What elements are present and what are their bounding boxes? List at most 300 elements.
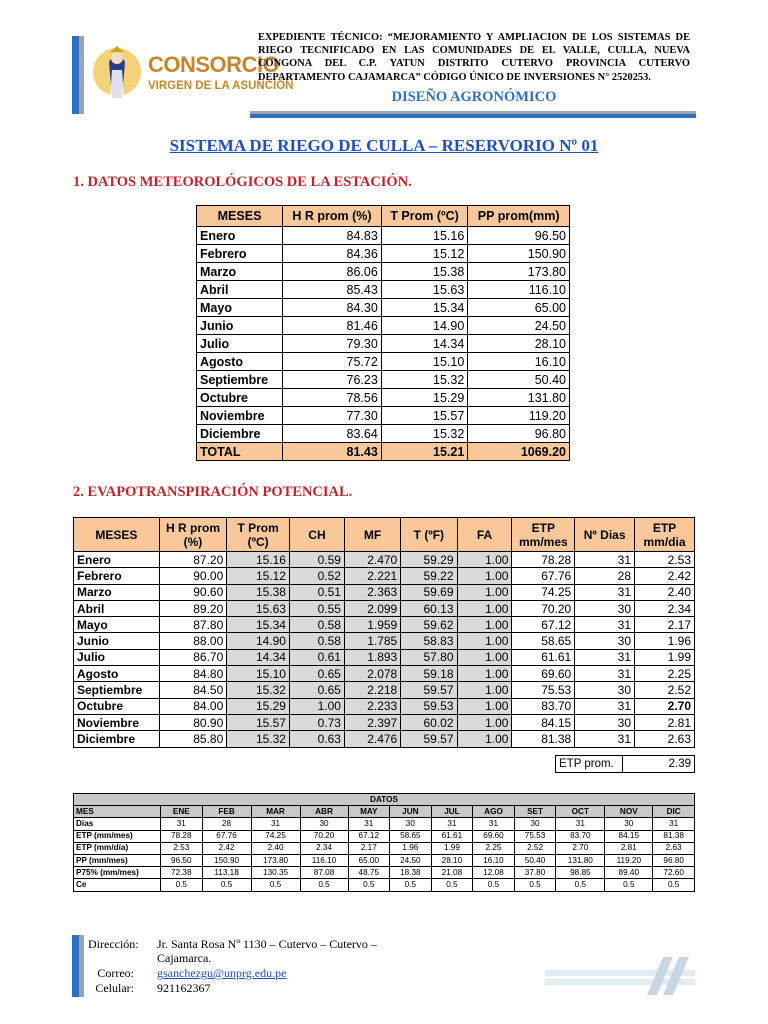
t3-header: OCT <box>556 806 605 818</box>
table-cell: 1.99 <box>635 649 695 665</box>
table-cell: 30 <box>575 633 635 649</box>
table-row <box>74 830 695 842</box>
table-cell: 28.10 <box>431 854 473 866</box>
table-cell: 2.53 <box>161 842 203 854</box>
table-cell: 31 <box>575 649 635 665</box>
table-cell: 84.00 <box>159 698 227 714</box>
expediente-text: EXPEDIENTE TÉCNICO: “MEJORAMIENTO Y AMPLIACION DE LOS SISTEMAS DE RIEGO TECNIFICADO EN LAS COMUNIDADES DE EL VALLE, CULLA, NUEVA CONGONA DEL C.P. YATUN DISTRITO CUTERVO PROVINCIA CUTERVO DEPARTAMENTO CAJAMARCA” CÓDIGO ÚNICO DE INVERSIONES N° 2520253. <box>258 32 690 83</box>
etp-average-box <box>555 755 695 773</box>
table-cell: 72.38 <box>161 867 203 879</box>
table-cell: 89.40 <box>605 867 653 879</box>
table-cell: 86.70 <box>159 649 227 665</box>
meteorological-table <box>196 205 570 461</box>
table-cell: 0.52 <box>289 568 344 584</box>
table-cell: 50.40 <box>468 371 570 389</box>
t2-header: ETP mm/mes <box>512 518 575 552</box>
table-cell: 75.72 <box>283 353 382 371</box>
table-cell: 0.5 <box>390 879 432 891</box>
t3-header: MAR <box>251 806 300 818</box>
table-cell: 0.58 <box>289 617 344 633</box>
table-cell: Septiembre <box>197 371 283 389</box>
table-row <box>197 389 570 407</box>
table-cell: 14.34 <box>227 649 290 665</box>
t3-header: DIC <box>653 806 695 818</box>
table-row <box>74 682 695 698</box>
table-cell: 0.5 <box>251 879 300 891</box>
table-cell: 2.34 <box>300 842 348 854</box>
table-cell: 15.34 <box>381 299 467 317</box>
table-cell: 85.80 <box>159 731 227 747</box>
table-cell: 1.00 <box>457 682 512 698</box>
table-cell: 15.16 <box>227 552 290 568</box>
table-cell: 2.476 <box>344 731 400 747</box>
table-cell: 2.81 <box>635 714 695 730</box>
table-cell: 74.25 <box>512 584 575 600</box>
table-cell: 1.00 <box>457 714 512 730</box>
t1-header: T Prom (ºC) <box>381 206 467 227</box>
table-cell: 59.53 <box>401 698 457 714</box>
table-cell: 15.29 <box>227 698 290 714</box>
table-cell: 15.32 <box>381 371 467 389</box>
table-cell: 28 <box>202 818 251 830</box>
table-cell: 84.15 <box>605 830 653 842</box>
table-cell: 1.00 <box>457 617 512 633</box>
phone-value: 921162367 <box>157 981 211 995</box>
table-cell: 31 <box>575 731 635 747</box>
table-cell: 0.5 <box>605 879 653 891</box>
table-row <box>74 666 695 682</box>
table-cell: 0.5 <box>161 879 203 891</box>
table-cell: 70.20 <box>512 600 575 616</box>
table-cell: 1.00 <box>457 552 512 568</box>
table-cell: 113.18 <box>202 867 251 879</box>
t2-header: H R prom (%) <box>159 518 227 552</box>
table-cell: 15.63 <box>381 281 467 299</box>
table-cell: P75% (mm/mes) <box>74 867 161 879</box>
section-heading-2: 2. EVAPOTRANSPIRACIÓN POTENCIAL. <box>73 484 353 500</box>
table-row <box>74 714 695 730</box>
table-cell: 15.21 <box>381 443 467 461</box>
table-cell: 2.63 <box>635 731 695 747</box>
table-cell: 119.20 <box>468 407 570 425</box>
table-cell: 173.80 <box>468 263 570 281</box>
table-cell: 0.5 <box>431 879 473 891</box>
table-cell: 15.38 <box>227 584 290 600</box>
table-cell: 31 <box>473 818 515 830</box>
table-cell: 24.50 <box>468 317 570 335</box>
table-row <box>74 633 695 649</box>
table-cell: 48.75 <box>348 867 390 879</box>
table-cell: 0.5 <box>348 879 390 891</box>
table-cell: 2.81 <box>605 842 653 854</box>
table-cell: 69.60 <box>473 830 515 842</box>
table-cell: 81.43 <box>283 443 382 461</box>
t3-caption: DATOS <box>74 794 695 806</box>
table-cell: 85.43 <box>283 281 382 299</box>
table-cell: 12.08 <box>473 867 515 879</box>
table-cell: Mayo <box>74 617 160 633</box>
table-cell: Febrero <box>74 568 160 584</box>
table-cell: 0.55 <box>289 600 344 616</box>
table-cell: 14.34 <box>381 335 467 353</box>
table-cell: 50.40 <box>514 854 556 866</box>
table-cell: Junio <box>74 633 160 649</box>
table-row <box>197 353 570 371</box>
table-cell: 58.65 <box>512 633 575 649</box>
page-title: SISTEMA DE RIEGO DE CULLA – RESERVORIO Nº 01 <box>169 136 599 155</box>
table-cell: 69.60 <box>512 666 575 682</box>
table-cell: 77.30 <box>283 407 382 425</box>
t3-header: SET <box>514 806 556 818</box>
table-cell: Julio <box>197 335 283 353</box>
table-cell: 30 <box>390 818 432 830</box>
table-cell: Enero <box>197 227 283 245</box>
table-cell: 30 <box>575 682 635 698</box>
table-cell: 131.80 <box>468 389 570 407</box>
table-cell: 31 <box>575 617 635 633</box>
table-cell: 67.76 <box>512 568 575 584</box>
t1-header: PP prom(mm) <box>468 206 570 227</box>
table-cell: 31 <box>575 552 635 568</box>
t1-header: H R prom (%) <box>283 206 382 227</box>
email-link[interactable]: gsanchezgu@unprg.edu.pe <box>157 966 287 980</box>
table-cell: 0.5 <box>473 879 515 891</box>
table-cell: 65.00 <box>468 299 570 317</box>
table-cell: 30 <box>300 818 348 830</box>
table-cell: 130.35 <box>251 867 300 879</box>
table-cell: Septiembre <box>74 682 160 698</box>
table-cell: 81.38 <box>512 731 575 747</box>
footer-stripes-decoration <box>545 957 695 995</box>
table-cell: Octubre <box>197 389 283 407</box>
table-cell: 87.80 <box>159 617 227 633</box>
table-cell: 31 <box>556 818 605 830</box>
header-accent-bar-gray <box>79 36 84 114</box>
table-cell: 74.25 <box>251 830 300 842</box>
table-cell: 116.10 <box>468 281 570 299</box>
table-cell: Diciembre <box>74 731 160 747</box>
table-cell: 15.10 <box>381 353 467 371</box>
table-cell: 1.00 <box>289 698 344 714</box>
table-cell: 2.40 <box>635 584 695 600</box>
t2-header: T (ºF) <box>401 518 457 552</box>
table-row <box>74 867 695 879</box>
table-row <box>197 281 570 299</box>
table-cell: Agosto <box>197 353 283 371</box>
t2-header: MESES <box>74 518 160 552</box>
table-cell: 131.80 <box>556 854 605 866</box>
table-cell: 1069.20 <box>468 443 570 461</box>
table-cell: 116.10 <box>300 854 348 866</box>
table-cell: 59.57 <box>401 731 457 747</box>
t3-header: MAY <box>348 806 390 818</box>
table-cell: 15.10 <box>227 666 290 682</box>
table-cell: 0.59 <box>289 552 344 568</box>
table-cell: 1.00 <box>457 633 512 649</box>
table-row <box>197 425 570 443</box>
table-cell: 78.28 <box>512 552 575 568</box>
table-cell: 1.893 <box>344 649 400 665</box>
table-cell: Marzo <box>197 263 283 281</box>
table-cell: 31 <box>575 584 635 600</box>
table-cell: Agosto <box>74 666 160 682</box>
table-cell: 61.61 <box>431 830 473 842</box>
table-cell: 83.70 <box>556 830 605 842</box>
table-cell: 87.08 <box>300 867 348 879</box>
table-cell: 2.25 <box>635 666 695 682</box>
table-row <box>197 371 570 389</box>
table-cell: 15.57 <box>381 407 467 425</box>
table-cell: 87.20 <box>159 552 227 568</box>
table-cell: 15.38 <box>381 263 467 281</box>
table-cell: 2.52 <box>635 682 695 698</box>
table-cell: 0.58 <box>289 633 344 649</box>
table-cell: 75.53 <box>514 830 556 842</box>
table-cell: 30 <box>514 818 556 830</box>
table-cell: 15.29 <box>381 389 467 407</box>
table-cell: Abril <box>74 600 160 616</box>
table-cell: 2.397 <box>344 714 400 730</box>
table-cell: 81.46 <box>283 317 382 335</box>
table-cell: 2.53 <box>635 552 695 568</box>
table-cell: Abril <box>197 281 283 299</box>
table-cell: 31 <box>575 666 635 682</box>
t2-header: Nº Dias <box>575 518 635 552</box>
table-row <box>74 600 695 616</box>
table-cell: 1.959 <box>344 617 400 633</box>
table-cell: 79.30 <box>283 335 382 353</box>
virgin-emblem-icon <box>92 42 142 106</box>
table-cell: 1.00 <box>457 584 512 600</box>
table-cell: 84.83 <box>283 227 382 245</box>
table-cell: 0.5 <box>514 879 556 891</box>
table-cell: 2.70 <box>556 842 605 854</box>
table-cell: 86.06 <box>283 263 382 281</box>
table-cell: 2.233 <box>344 698 400 714</box>
table-cell: 31 <box>161 818 203 830</box>
table-cell: 90.00 <box>159 568 227 584</box>
table-cell: 59.57 <box>401 682 457 698</box>
table-cell: 61.61 <box>512 649 575 665</box>
summary-data-table <box>73 793 695 892</box>
table-row <box>197 407 570 425</box>
table-cell: 58.83 <box>401 633 457 649</box>
table-row <box>74 584 695 600</box>
email-label: Correo: <box>97 966 134 980</box>
table-cell: 75.53 <box>512 682 575 698</box>
table-cell: 30 <box>575 600 635 616</box>
table-cell: Noviembre <box>74 714 160 730</box>
table-cell: 58.65 <box>390 830 432 842</box>
header-accent-bar <box>72 36 79 114</box>
table-row <box>74 698 695 714</box>
table-row <box>74 854 695 866</box>
table-cell: ETP (mm/mes) <box>74 830 161 842</box>
logo-title: CONSORCIO <box>148 52 280 77</box>
table-cell: 83.64 <box>283 425 382 443</box>
evapotranspiration-table <box>73 517 695 748</box>
table-cell: 14.90 <box>381 317 467 335</box>
t3-header-row <box>74 806 695 818</box>
table-cell: 0.5 <box>300 879 348 891</box>
table-cell: Dias <box>74 818 161 830</box>
table-cell: 15.34 <box>227 617 290 633</box>
table-cell: Diciembre <box>197 425 283 443</box>
table-cell: 0.5 <box>556 879 605 891</box>
table-cell: 2.34 <box>635 600 695 616</box>
t2-header: MF <box>344 518 400 552</box>
table-cell: 59.18 <box>401 666 457 682</box>
t2-header: FA <box>457 518 512 552</box>
table-cell: 1.00 <box>457 649 512 665</box>
address-label: Dirección: <box>88 937 139 951</box>
table-row <box>74 617 695 633</box>
footer-accent-bar-gray <box>79 935 84 997</box>
table-cell: 1.96 <box>635 633 695 649</box>
table-cell: 15.57 <box>227 714 290 730</box>
table-cell: 76.23 <box>283 371 382 389</box>
table-cell: Ce <box>74 879 161 891</box>
table-cell: 37.80 <box>514 867 556 879</box>
table-cell: 150.90 <box>202 854 251 866</box>
table-cell: 31 <box>251 818 300 830</box>
table-cell: PP (mm/mes) <box>74 854 161 866</box>
table-cell: 84.30 <box>283 299 382 317</box>
table-cell: 78.56 <box>283 389 382 407</box>
table-cell: 84.15 <box>512 714 575 730</box>
table-cell: 2.17 <box>348 842 390 854</box>
table-cell: 2.40 <box>251 842 300 854</box>
table-cell: 2.42 <box>635 568 695 584</box>
table-row <box>74 649 695 665</box>
table-cell: 28.10 <box>468 335 570 353</box>
table-cell: 24.50 <box>390 854 432 866</box>
table-cell: 84.80 <box>159 666 227 682</box>
table-cell: 16.10 <box>473 854 515 866</box>
table-cell: 2.078 <box>344 666 400 682</box>
table-cell: 2.70 <box>635 698 695 714</box>
table-cell: 2.363 <box>344 584 400 600</box>
table-cell: Enero <box>74 552 160 568</box>
table-cell: 0.5 <box>653 879 695 891</box>
table-row <box>74 552 695 568</box>
table-cell: 59.29 <box>401 552 457 568</box>
table-cell: 96.50 <box>468 227 570 245</box>
table-cell: 31 <box>653 818 695 830</box>
table-cell: 80.90 <box>159 714 227 730</box>
table-cell: Marzo <box>74 584 160 600</box>
table-cell: Noviembre <box>197 407 283 425</box>
table-cell: 1.00 <box>457 731 512 747</box>
table-cell: 72.60 <box>653 867 695 879</box>
table-cell: 96.80 <box>653 854 695 866</box>
table-cell: 2.470 <box>344 552 400 568</box>
table-row <box>74 731 695 747</box>
t3-header: NOV <box>605 806 653 818</box>
table-cell: 2.63 <box>653 842 695 854</box>
table-cell: 59.62 <box>401 617 457 633</box>
address-value: Jr. Santa Rosa Nº 1130 – Cutervo – Cutervo – Cajamarca. <box>157 937 377 965</box>
table-cell: 60.02 <box>401 714 457 730</box>
consortium-logo <box>92 42 294 106</box>
table-cell: 21.08 <box>431 867 473 879</box>
table-cell: ETP (mm/día) <box>74 842 161 854</box>
table-row <box>74 879 695 891</box>
table-row <box>197 335 570 353</box>
table-cell: 65.00 <box>348 854 390 866</box>
table-cell: Mayo <box>197 299 283 317</box>
table-cell: 30 <box>605 818 653 830</box>
logo-subtitle: VIRGEN DE LA ASUNCIÓN <box>148 80 294 92</box>
table-row <box>74 568 695 584</box>
table-cell: 1.96 <box>390 842 432 854</box>
table-row <box>197 317 570 335</box>
table-cell: 0.65 <box>289 666 344 682</box>
total-row <box>197 443 570 461</box>
table-cell: 14.90 <box>227 633 290 649</box>
footer-accent-bar <box>72 935 79 997</box>
table-cell: 67.12 <box>348 830 390 842</box>
table-cell: 15.32 <box>227 731 290 747</box>
etp-average-label: ETP prom. <box>556 756 623 773</box>
table-cell: TOTAL <box>197 443 283 461</box>
table-cell: 2.099 <box>344 600 400 616</box>
t2-header: T Prom (ºC) <box>227 518 290 552</box>
table-cell: 60.13 <box>401 600 457 616</box>
table-cell: 0.61 <box>289 649 344 665</box>
table-cell: 2.42 <box>202 842 251 854</box>
table-row <box>197 227 570 245</box>
table-cell: 59.22 <box>401 568 457 584</box>
table-cell: 59.69 <box>401 584 457 600</box>
table-row <box>74 818 695 830</box>
table-cell: 16.10 <box>468 353 570 371</box>
table-cell: 1.00 <box>457 600 512 616</box>
table-cell: 0.73 <box>289 714 344 730</box>
table-cell: 1.785 <box>344 633 400 649</box>
table-cell: 57.80 <box>401 649 457 665</box>
table-cell: 119.20 <box>605 854 653 866</box>
table-cell: 31 <box>431 818 473 830</box>
table-cell: 89.20 <box>159 600 227 616</box>
t1-header: MESES <box>197 206 283 227</box>
t3-header: FEB <box>202 806 251 818</box>
table-cell: 88.00 <box>159 633 227 649</box>
table-cell: 98.85 <box>556 867 605 879</box>
t2-header: ETP mm/dia <box>635 518 695 552</box>
table-cell: Julio <box>74 649 160 665</box>
t3-header: ENE <box>161 806 203 818</box>
table-cell: 67.76 <box>202 830 251 842</box>
table-cell: 84.36 <box>283 245 382 263</box>
table-cell: 1.00 <box>457 666 512 682</box>
table-cell: 84.50 <box>159 682 227 698</box>
table-cell: 2.221 <box>344 568 400 584</box>
table-cell: 0.63 <box>289 731 344 747</box>
table-row <box>197 263 570 281</box>
table-row <box>74 842 695 854</box>
table-cell: 2.17 <box>635 617 695 633</box>
table-cell: 1.00 <box>457 568 512 584</box>
table-cell: 15.12 <box>381 245 467 263</box>
table-cell: 150.90 <box>468 245 570 263</box>
table-cell: 96.50 <box>161 854 203 866</box>
table-cell: 83.70 <box>512 698 575 714</box>
table-cell: 18.38 <box>390 867 432 879</box>
table-row <box>197 299 570 317</box>
table-cell: 15.12 <box>227 568 290 584</box>
table-cell: 70.20 <box>300 830 348 842</box>
